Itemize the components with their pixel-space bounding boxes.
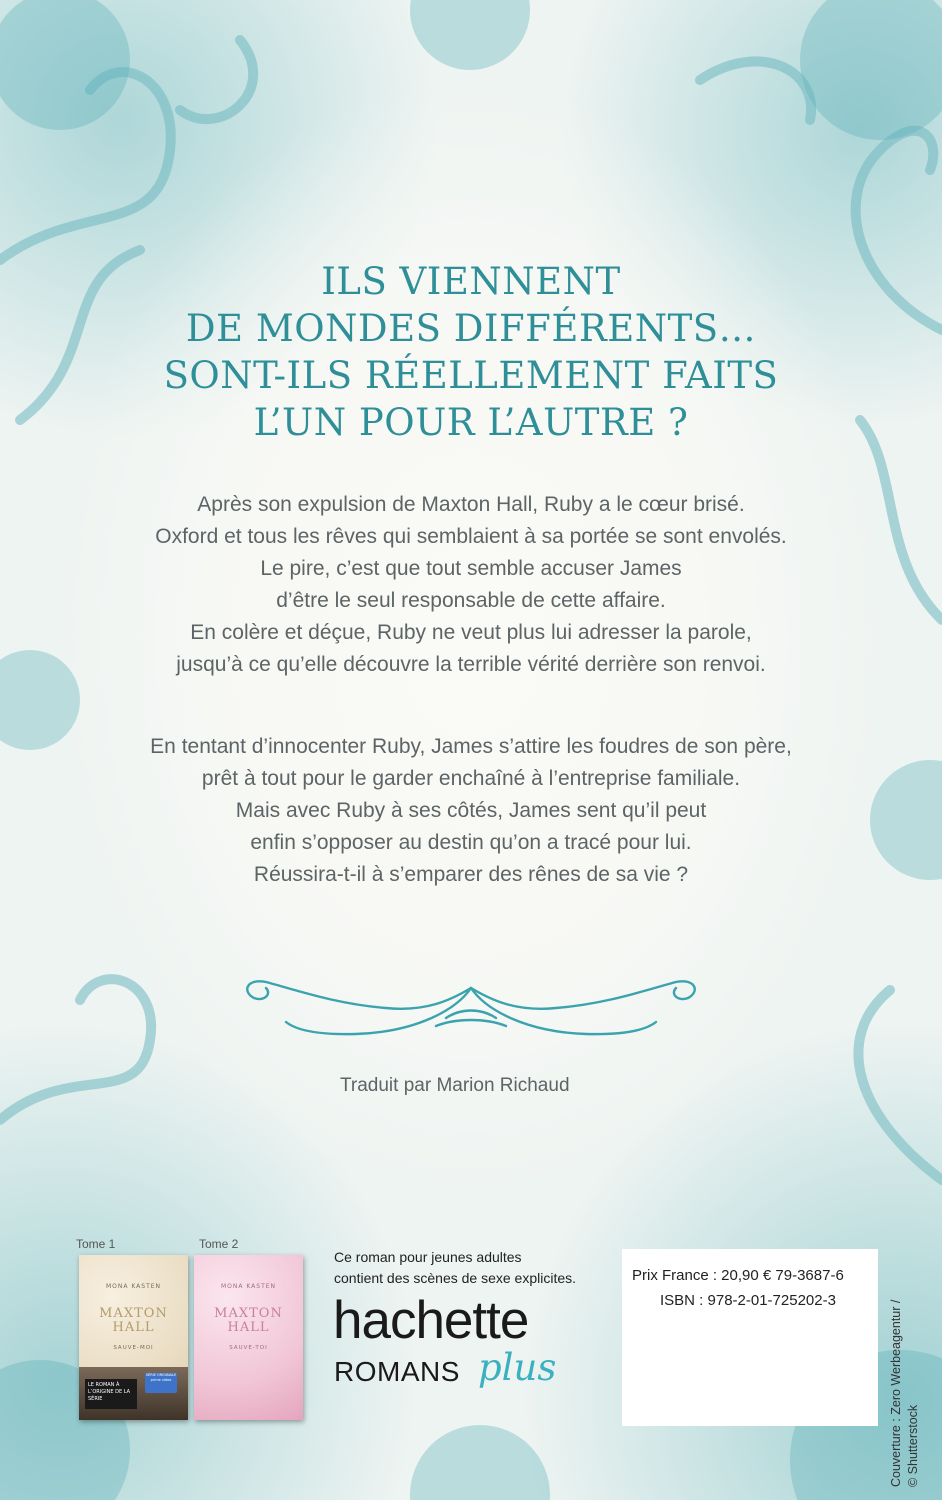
blurb-line: Mais avec Ruby à ses côtés, James sent qu’il peut — [235, 799, 707, 822]
headline-line-1: ILS VIENNENT — [321, 260, 621, 303]
headline-line-3: SONT-ILS RÉELLEMENT FAITS — [163, 354, 779, 397]
book-subtitle: SAUVE-TOI — [229, 1345, 268, 1351]
blurb-line: prêt à tout pour le garder enchaîné à l’entreprise familiale. — [201, 767, 741, 790]
tome-1-label: Tome 1 — [76, 1237, 116, 1251]
content-warning-line-1: Ce roman pour jeunes adultes — [334, 1249, 522, 1265]
headline-line-2: DE MONDES DIFFÉRENTS… — [185, 307, 757, 350]
series-badge: LE ROMAN À L’ORIGINE DE LA SÉRIE — [85, 1379, 137, 1409]
cover-credit-line-2: © Shutterstock — [906, 1404, 920, 1487]
ornament-divider — [236, 960, 706, 1050]
headline-line-4: L’UN POUR L’AUTRE ? — [253, 401, 689, 444]
blurb-line: Le pire, c’est que tout semble accuser James — [260, 557, 682, 580]
price-isbn-box — [622, 1249, 878, 1426]
book-cover-tome-1 — [79, 1255, 188, 1420]
book-subtitle: SAUVE-MOI — [113, 1345, 154, 1351]
blurb-line: En colère et déçue, Ruby ne veut plus lui adresser la parole, — [190, 621, 752, 644]
book-author: MONA KASTEN — [220, 1283, 277, 1290]
book-author: MONA KASTEN — [105, 1283, 162, 1290]
book-title — [79, 1307, 188, 1335]
blurb-line: jusqu’à ce qu’elle découvre la terrible vérité derrière son renvoi. — [176, 653, 766, 676]
content-warning-line-2: contient des scènes de sexe explicites. — [334, 1270, 577, 1286]
price-line: Prix France : 20,90 € 79-3687-6 — [632, 1267, 844, 1284]
blurb-line: d’être le seul responsable de cette affaire. — [276, 589, 666, 612]
publisher-logo: hachette — [333, 1291, 529, 1350]
blurb-line: En tentant d’innocenter Ruby, James s’attire les foudres de son père, — [150, 735, 792, 758]
blurb-line: enfin s’opposer au destin qu’on a tracé pour lui. — [250, 831, 692, 854]
cover-credit — [888, 1247, 928, 1487]
book-title-line-1: MAXTON — [99, 1306, 168, 1321]
book-title-line-2: HALL — [112, 1320, 155, 1335]
imprint-plus: plus — [478, 1346, 557, 1389]
blurb-line: Oxford et tous les rêves qui semblaient à sa portée se sont envolés. — [155, 525, 787, 548]
streaming-tag: SÉRIE ORIGINALE prime video — [145, 1373, 177, 1393]
blurb-line: Réussira-t-il à s’emparer des rênes de sa vie ? — [253, 863, 689, 886]
blurb-paragraph-1 — [0, 489, 942, 681]
content-warning — [334, 1247, 576, 1289]
book-title — [194, 1307, 303, 1335]
blurb-paragraph-2 — [0, 731, 942, 891]
book-title-line-1: MAXTON — [214, 1306, 283, 1321]
translator-credit: Traduit par Marion Richaud — [340, 1075, 570, 1096]
book-title-line-2: HALL — [227, 1320, 270, 1335]
book-cover-tome-2 — [194, 1255, 303, 1420]
blurb-line: Après son expulsion de Maxton Hall, Ruby a le cœur brisé. — [197, 493, 745, 516]
cover-credit-line-1: Couverture : Zero Werbeagentur / — [889, 1299, 903, 1487]
isbn-line: ISBN : 978-2-01-725202-3 — [660, 1292, 836, 1309]
headline — [0, 258, 942, 446]
tome-2-label: Tome 2 — [199, 1237, 239, 1251]
imprint-name: ROMANS — [334, 1356, 460, 1387]
